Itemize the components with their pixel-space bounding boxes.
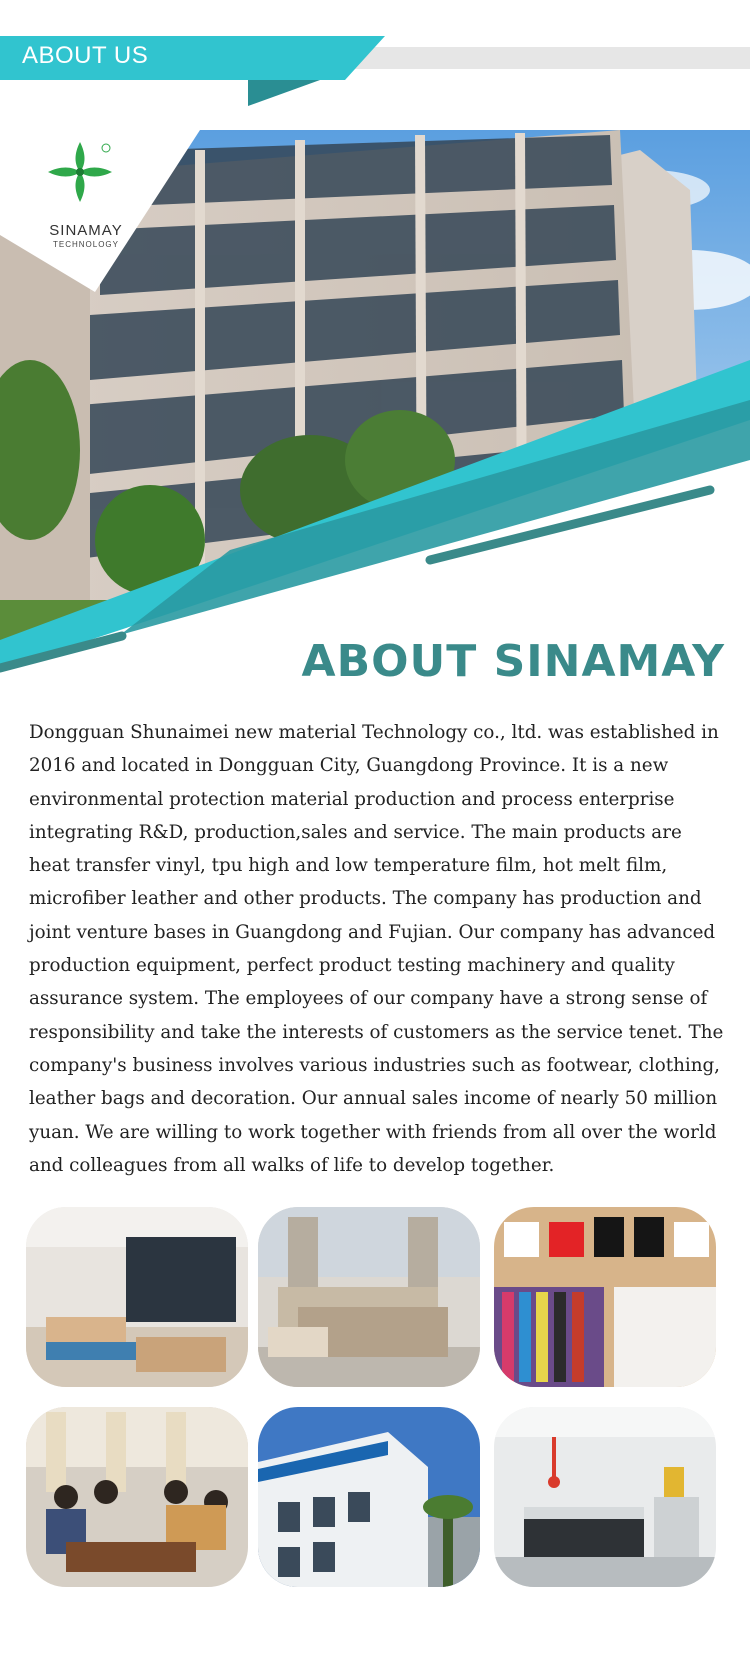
- about-description: Dongguan Shunaimei new material Technology co., ltd. was established in 2016 and located in Dongguan City, Guangdong Province. It is a new environmental protection material production and process enterprise integrating R&D, production,sales and service. The main products are heat transfer vinyl, tpu high and low temperature film, hot melt film, microfiber leather and other products. The company has production and joint venture bases in Guangdong and Fujian. Our company has advanced production equipment, perfect product testing machinery and quality assurance system. The employees of our company have a strong sense of responsibility and take the interests of customers as the service tenet. The company's business involves various industries such as footwear, clothing, leather bags and decoration. Our annual sales income of nearly 50 million yuan. We are willing to work together with friends from all over the world and colleagues from all walks of life to develop together.: [29, 722, 724, 1176]
- header-ribbon-tail: [248, 78, 338, 106]
- photo-meeting-room: [26, 1407, 248, 1587]
- header-ribbon-label: ABOUT US: [22, 42, 149, 69]
- photo-rd-center-building: [258, 1407, 480, 1587]
- photo-sofa-showroom: [258, 1207, 480, 1387]
- photo-office-lounge: [26, 1207, 248, 1387]
- logo-subtitle: TECHNOLOGY: [52, 240, 119, 249]
- logo-wordmark: SINAMAY: [49, 222, 123, 239]
- photo-laboratory: [494, 1407, 716, 1587]
- photo-product-display: [494, 1207, 716, 1387]
- about-section-title: ABOUT SINAMAY: [301, 636, 725, 687]
